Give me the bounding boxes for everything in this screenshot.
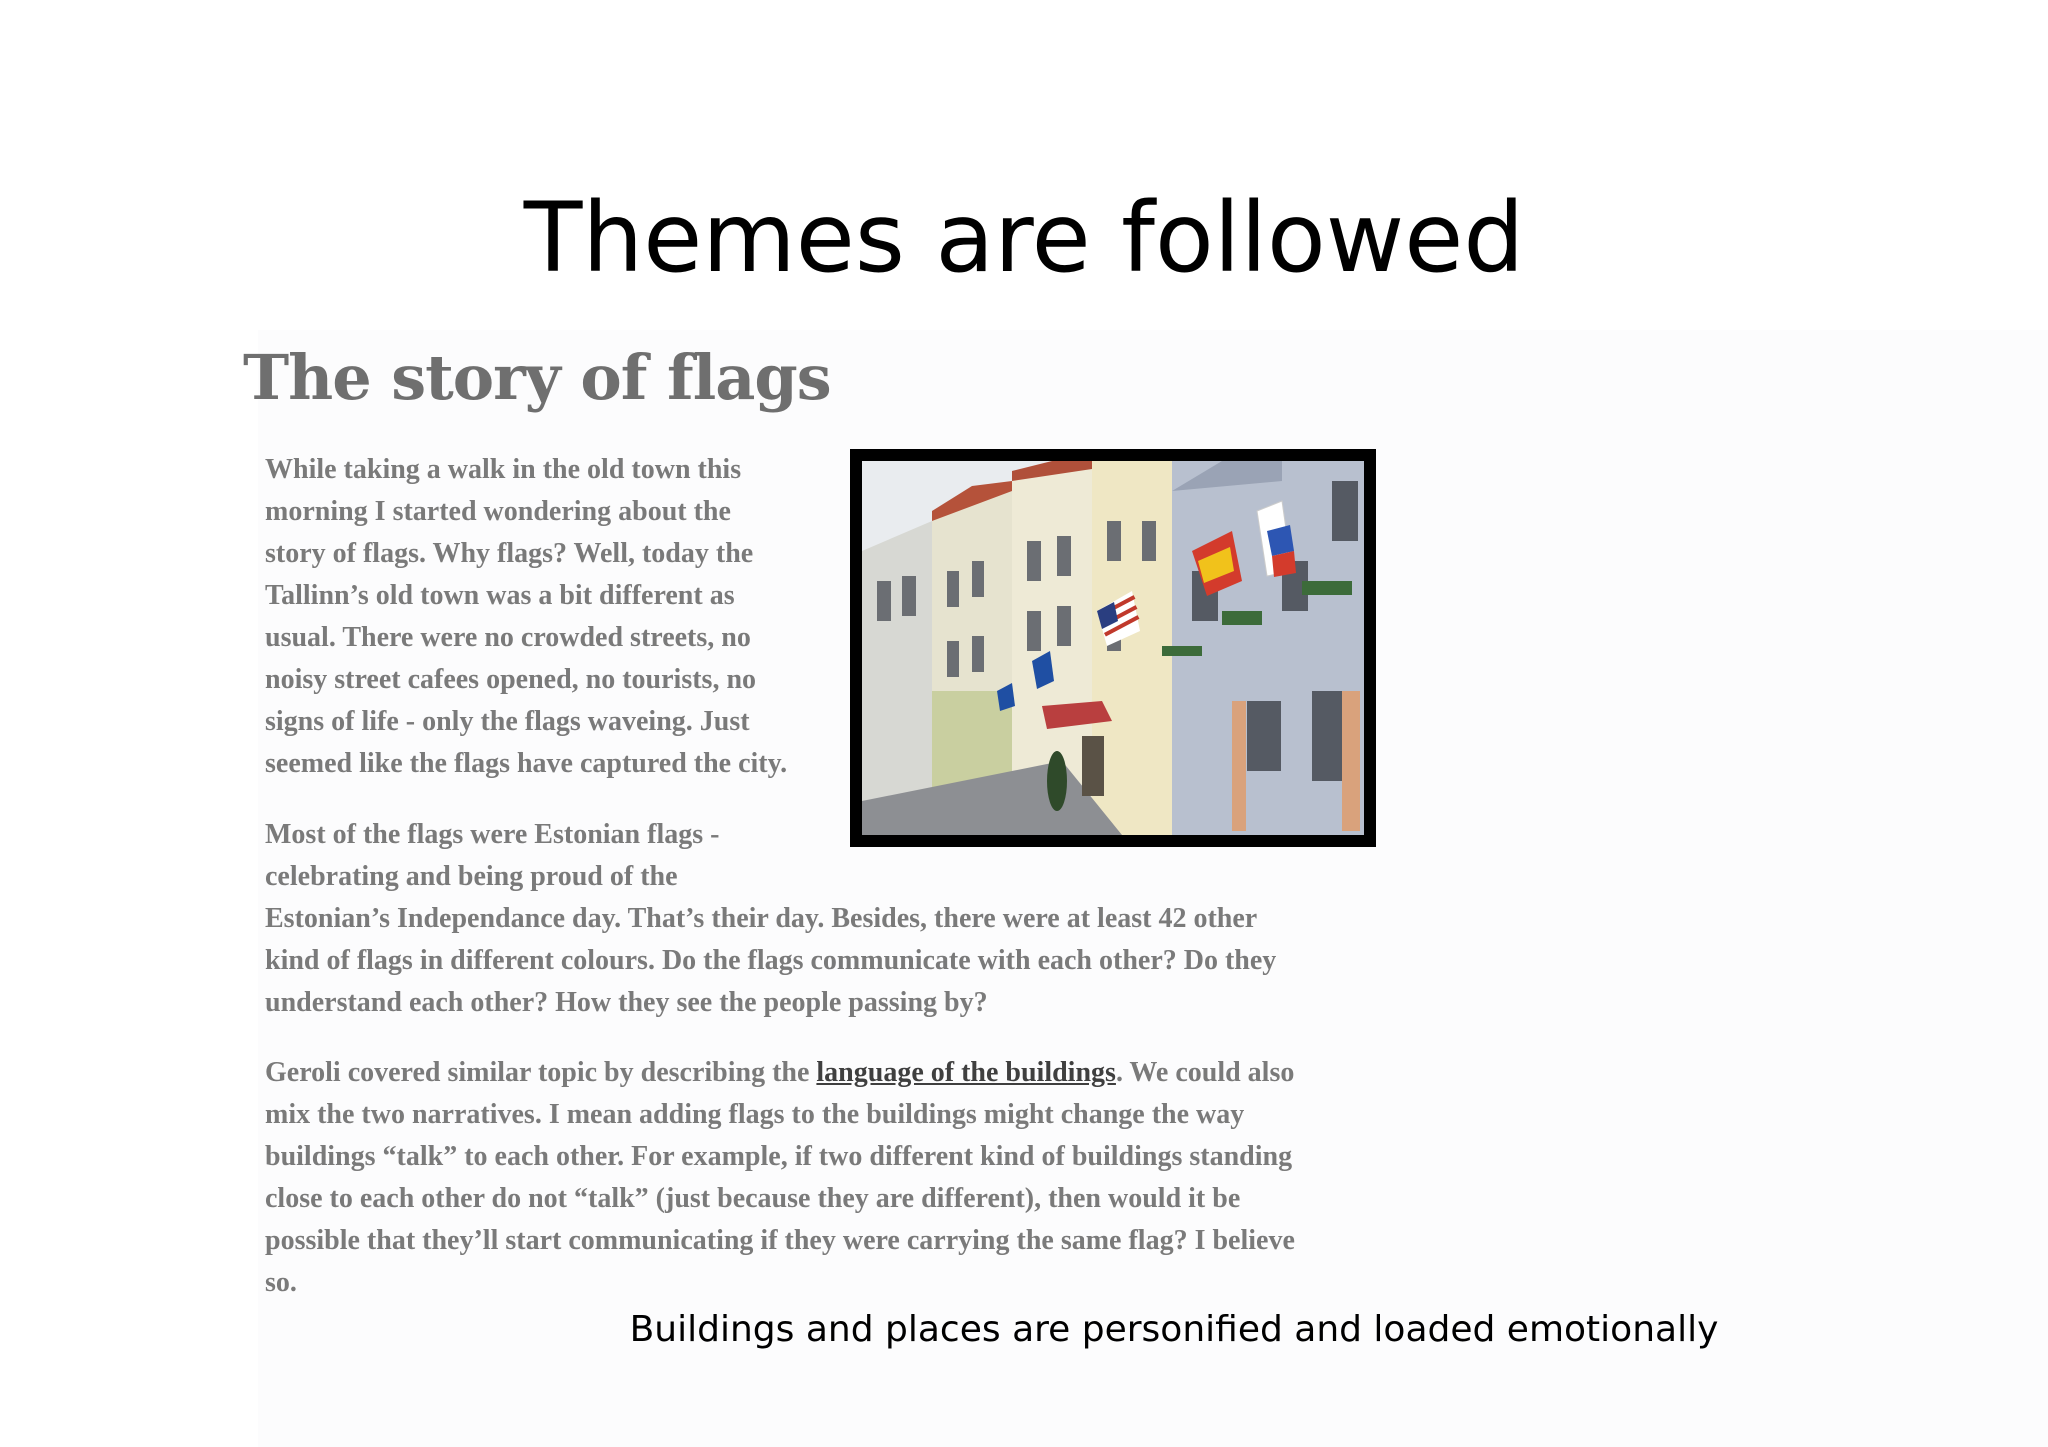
slide-caption: Buildings and places are personified and loaded emotionally — [629, 1309, 1719, 1350]
paragraph-line: noisy street cafees opened, no tourists, no — [265, 664, 757, 695]
post-paragraph-3 — [265, 1052, 1385, 1304]
paragraph-line — [265, 1052, 1385, 1094]
paragraph-line: so. — [265, 1267, 297, 1298]
paragraph-line: buildings “talk” to each other. For example, if two different kind of buildings standing — [265, 1141, 1293, 1172]
language-of-buildings-link[interactable]: language of the buildings — [816, 1057, 1116, 1088]
flags-street-photo — [850, 449, 1376, 847]
paragraph-line: celebrating and being proud of the — [265, 861, 678, 892]
paragraph-line: close to each other do not “talk” (just because they are different), then would it be — [265, 1183, 1241, 1214]
paragraph-line: Estonian’s Independance day. That’s their day. Besides, there were at least 42 other — [265, 903, 1258, 934]
paragraph-line: mix the two narratives. I mean adding flags to the buildings might change the way — [265, 1099, 1245, 1130]
old-town-street-illustration — [862, 461, 1364, 835]
blog-post-heading: The story of flags — [243, 341, 831, 414]
paragraph-text: Geroli covered similar topic by describing the — [265, 1057, 817, 1088]
paragraph-line: morning I started wondering about the — [265, 496, 731, 527]
paragraph-line: usual. There were no crowded streets, no — [265, 622, 751, 653]
post-paragraph-1 — [265, 449, 845, 785]
paragraph-line: seemed like the flags have captured the city. — [265, 748, 788, 779]
paragraph-line: kind of flags in different colours. Do the flags communicate with each other? Do they — [265, 945, 1277, 976]
paragraph-line: While taking a walk in the old town this — [265, 454, 742, 485]
post-paragraph-2 — [265, 814, 1385, 1024]
slide-title: Themes are followed — [523, 182, 1525, 294]
paragraph-line: understand each other? How they see the people passing by? — [265, 987, 988, 1018]
paragraph-line: possible that they’ll start communicating if they were carrying the same flag? I believe — [265, 1225, 1295, 1256]
paragraph-line: story of flags. Why flags? Well, today the — [265, 538, 754, 569]
paragraph-line: signs of life - only the flags waveing. Just — [265, 706, 750, 737]
paragraph-line: Tallinn’s old town was a bit different as — [265, 580, 735, 611]
paragraph-line: Most of the flags were Estonian flags - — [265, 819, 720, 850]
paragraph-text: . We could also — [1115, 1057, 1295, 1088]
